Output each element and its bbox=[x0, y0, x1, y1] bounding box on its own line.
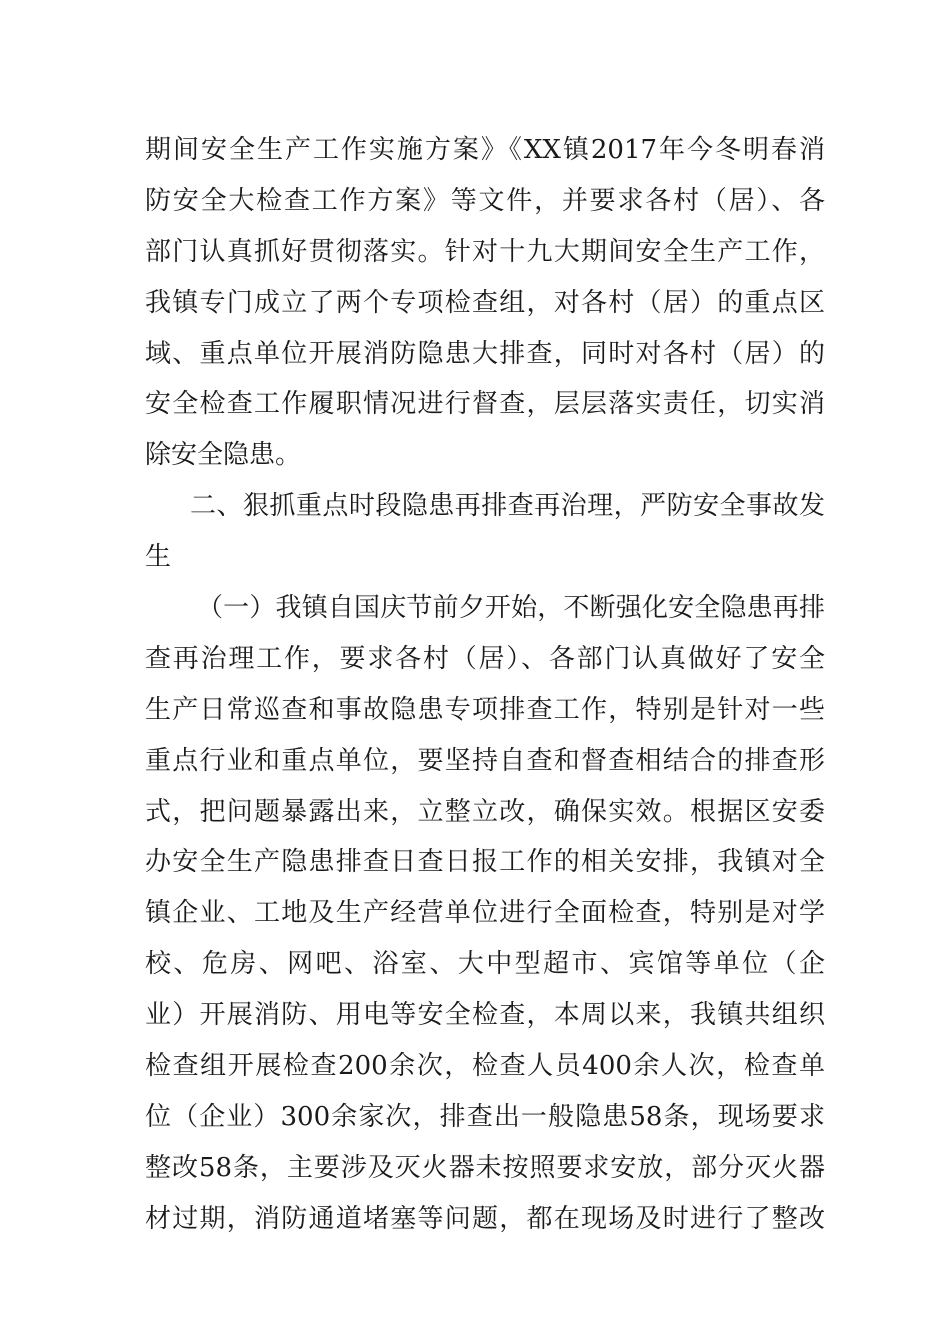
text-line: 校、危房、网吧、浴室、大中型超市、宾馆等单位（企 bbox=[145, 949, 825, 980]
text-line: （一）我镇自国庆节前夕开始，不断强化安全隐患再排 bbox=[197, 593, 825, 624]
paragraph-continued bbox=[145, 125, 825, 481]
text-line: 我镇专门成立了两个专项检查组，对各村（居）的重点区 bbox=[145, 287, 825, 318]
text-line: 查再治理工作，要求各村（居）、各部门认真做好了安全 bbox=[145, 643, 825, 674]
text-line: 防安全大检查工作方案》等文件，并要求各村（居）、各 bbox=[145, 185, 825, 216]
text-line: 域、重点单位开展消防隐患大排查，同时对各村（居）的 bbox=[145, 338, 825, 369]
heading-line: 生 bbox=[145, 542, 172, 573]
text-line: 镇企业、工地及生产经营单位进行全面检查，特别是对学 bbox=[145, 898, 825, 929]
text-line: 式，把问题暴露出来，立整立改，确保实效。根据区安委 bbox=[145, 796, 825, 827]
text-line: 整改58条，主要涉及灭火器未按照要求安放，部分灭火器 bbox=[145, 1152, 825, 1183]
section-heading-2 bbox=[145, 481, 825, 583]
document-body bbox=[145, 125, 825, 1245]
text-line: 业）开展消防、用电等安全检查，本周以来，我镇共组织 bbox=[145, 1000, 825, 1031]
heading-line: 二、狠抓重点时段隐患再排查再治理，严防安全事故发 bbox=[190, 491, 825, 522]
text-line: 材过期，消防通道堵塞等问题，都在现场及时进行了整改 bbox=[145, 1203, 825, 1234]
text-line: 期间安全生产工作实施方案》《XX镇2017年今冬明春消 bbox=[145, 135, 825, 165]
text-line: 重点行业和重点单位，要坚持自查和督查相结合的排查形 bbox=[145, 745, 825, 776]
text-line: 安全检查工作履职情况进行督查，层层落实责任，切实消 bbox=[145, 389, 825, 420]
text-line: 部门认真抓好贯彻落实。针对十九大期间安全生产工作， bbox=[145, 236, 825, 267]
paragraph-sub-1 bbox=[145, 583, 825, 1245]
text-line: 生产日常巡查和事故隐患专项排查工作，特别是针对一些 bbox=[145, 694, 825, 725]
text-line: 办安全生产隐患排查日查日报工作的相关安排，我镇对全 bbox=[145, 847, 825, 878]
text-line: 除安全隐患。 bbox=[145, 440, 302, 471]
text-line: 检查组开展检查200余次，检查人员400余人次，检查单 bbox=[145, 1051, 825, 1082]
text-line: 位（企业）300余家次，排查出一般隐患58条，现场要求 bbox=[145, 1101, 825, 1132]
